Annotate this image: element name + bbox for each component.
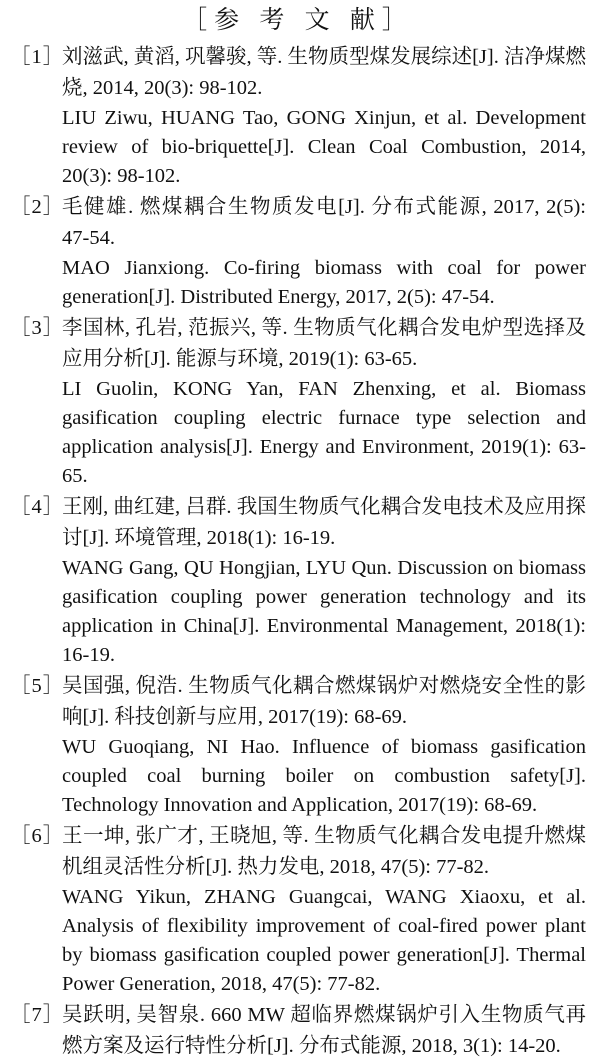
reference-item bbox=[10, 821, 586, 1000]
reference-number: ［2］ bbox=[10, 196, 65, 218]
reference-chinese: 吴跃明, 吴智泉. 660 MW 超临界燃煤锅炉引入生物质气再燃方案及运行特性分析[J]. 分布式能源, 2018, 3(1): 14-20. bbox=[62, 1004, 586, 1057]
reference-body bbox=[62, 313, 586, 492]
reference-body bbox=[62, 492, 586, 671]
reference-number: ［6］ bbox=[10, 825, 65, 847]
reference-chinese: 李国林, 孔岩, 范振兴, 等. 生物质气化耦合发电炉型选择及应用分析[J]. 能源与环境, 2019(1): 63-65. bbox=[62, 317, 586, 370]
reference-item bbox=[10, 313, 586, 492]
reference-english: WANG Gang, QU Hongjian, LYU Qun. Discussion on biomass gasification coupling power generation technology and its application in China[J]. Environmental Management, 2018(1): 16-19. bbox=[62, 557, 586, 666]
references-heading: ［参 考 文 献］ bbox=[182, 7, 414, 34]
reference-english: LIU Ziwu, HUANG Tao, GONG Xinjun, et al. Development review of bio-briquette[J]. Clean Coal Combustion, 2014, 20(3): 98-102. bbox=[62, 107, 586, 187]
reference-chinese: 刘滋武, 黄滔, 巩馨骏, 等. 生物质型煤发展综述[J]. 洁净煤燃烧, 2014, 20(3): 98-102. bbox=[62, 46, 586, 99]
reference-body bbox=[62, 1000, 586, 1063]
reference-number: ［5］ bbox=[10, 675, 65, 697]
reference-item bbox=[10, 42, 586, 192]
reference-number: ［7］ bbox=[10, 1004, 65, 1026]
reference-item bbox=[10, 492, 586, 671]
reference-chinese: 毛健雄. 燃煤耦合生物质发电[J]. 分布式能源, 2017, 2(5): 47-54. bbox=[62, 196, 586, 249]
reference-chinese: 王一坤, 张广才, 王晓旭, 等. 生物质气化耦合发电提升燃煤机组灵活性分析[J]. 热力发电, 2018, 47(5): 77-82. bbox=[62, 825, 586, 878]
reference-number: ［1］ bbox=[10, 46, 65, 68]
reference-body bbox=[62, 192, 586, 313]
reference-item bbox=[10, 671, 586, 821]
reference-english: MAO Jianxiong. Co-firing biomass with coal for power generation[J]. Distributed Energy, 2017, 2(5): 47-54. bbox=[62, 257, 586, 308]
reference-item bbox=[10, 1000, 586, 1063]
reference-english: LI Guolin, KONG Yan, FAN Zhenxing, et al. Biomass gasification coupling electric furnace type selection and application analysis[J]. Energy and Environment, 2019(1): 63-65. bbox=[62, 378, 586, 487]
reference-number: ［4］ bbox=[10, 496, 65, 518]
reference-body bbox=[62, 671, 586, 821]
reference-number: ［3］ bbox=[10, 317, 65, 339]
reference-body bbox=[62, 42, 586, 192]
reference-english: WANG Yikun, ZHANG Guangcai, WANG Xiaoxu, et al. Analysis of flexibility improvement of coal-fired power plant by biomass gasification coupled power generation[J]. Thermal Power Generation, 2018, 47(5): 77-82. bbox=[62, 886, 586, 995]
reference-body bbox=[62, 821, 586, 1000]
reference-chinese: 吴国强, 倪浩. 生物质气化耦合燃煤锅炉对燃烧安全性的影响[J]. 科技创新与应用, 2017(19): 68-69. bbox=[62, 675, 586, 728]
reference-chinese: 王刚, 曲红建, 吕群. 我国生物质气化耦合发电技术及应用探讨[J]. 环境管理, 2018(1): 16-19. bbox=[62, 496, 586, 549]
reference-item bbox=[10, 192, 586, 313]
reference-english: WU Guoqiang, NI Hao. Influence of biomass gasification coupled coal burning boiler on combustion safety[J]. Technology Innovation and Application, 2017(19): 68-69. bbox=[62, 736, 586, 816]
